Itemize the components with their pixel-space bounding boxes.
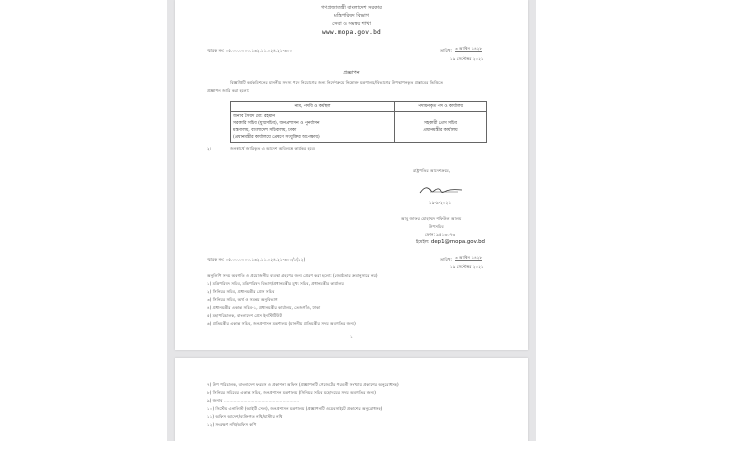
memo-number: স্মারক নং: ০৫.০০.০০০০.১৩২.১১.০২৪.২১-৩০০: [207, 48, 293, 53]
signatory-designation: উপসচিব: [429, 224, 444, 229]
signatory-phone: ফোন: ৯৫১৩০৭৩: [425, 232, 456, 237]
date-gregorian: ১৯ সেপ্টেম্বর ২০২১: [450, 56, 484, 61]
list-item: ৭) উপ পরিচালক, বাংলাদেশ ফরমস ও প্রকাশনা অফিস (প্রজ্ঞাপনটি গেজেটের পরবর্তী সংখ্যায় প্রকাশের অনুরোধসহ): [207, 382, 399, 387]
appointment-table: [230, 101, 487, 143]
gov-header-line2: মন্ত্রিপরিষদ বিভাগ: [334, 13, 369, 19]
date-gregorian-2: ১৯ সেপ্টেম্বর ২০২১: [450, 264, 484, 269]
memo-number-2: স্মারক নং: ০৫.০০.০০০০.১৩২.১১.০২৪.২১-৩০০/১(১২): [207, 257, 306, 262]
document-page-2: [175, 358, 528, 441]
ministry-website: www.mopa.gov.bd: [322, 29, 381, 36]
table-row: [231, 112, 487, 143]
name-line: (প্রধানমন্ত্রীর কার্যালয়ে প্রেষণে সংযুক্তির অপেক্ষায়): [233, 135, 320, 140]
table-cell-post: [395, 112, 487, 143]
by-order-text: রাষ্ট্রপতির আদেশক্রমে,: [413, 168, 451, 173]
para2-text: জনস্বার্থে জারিকৃত এ আদেশ অবিলম্বে কার্যকর হবে।: [230, 146, 316, 151]
table-cell-name: [231, 112, 395, 143]
date-label-2: তারিখ:: [440, 257, 453, 262]
list-item: ১২) সংরক্ষণ নথি/অফিস কপি: [207, 422, 257, 427]
list-item: [207, 398, 299, 403]
blank-line: ………………………………………………: [223, 398, 300, 403]
name-line: সরকারি সচিব (যুগ্মসচিব), জনপ্রশাসন ও পুনর্বাসন: [233, 121, 320, 126]
document-viewer[interactable]: [167, 0, 536, 441]
list-item: ১০) সিস্টেম এনালিস্ট (আইটি সেল), জনপ্রশাসন মন্ত্রণালয় (প্রজ্ঞাপনটি ওয়েবসাইটে প্রকাশের অনুরোধসহ): [207, 406, 383, 411]
date-bengali-2: ৩ আশ্বিন ১৪২৮: [455, 255, 483, 260]
list-item: ৫) মহাপরিচালক, বাংলাদেশ প্রেস ইনস্টিটিউট: [207, 313, 282, 318]
list-item: ৮) সিনিয়র সচিবের একান্ত সচিব, জনপ্রশাসন মন্ত্রণালয় (সিনিয়র সচিব মহোদয়ের সদয় অবগতির জন্য): [207, 390, 376, 395]
list-item: ৪) প্রধানমন্ত্রীর একান্ত সচিব-১, প্রধানমন্ত্রীর কার্যালয়, তেজগাঁও, ঢাকা: [207, 305, 321, 310]
date-bengali: ৩ আশ্বিন ১৪২৮: [455, 46, 483, 51]
page-number: ১: [350, 334, 353, 339]
date-label: তারিখ:: [440, 48, 453, 53]
list-item-label: ৯) জনাব: [207, 398, 223, 403]
table-header-post: পদায়নকৃত পদ ও কার্যালয়: [395, 102, 487, 112]
name-line: জনাব সৈয়দ মো: রহমান: [233, 114, 276, 119]
signatory-email[interactable]: ইমেইল: dep1@mopa.gov.bd: [416, 239, 485, 245]
list-item: ৩) সিনিয়র সচিব, অর্থ ও সমন্বয় অনুবিভাগ: [207, 297, 278, 302]
signature-date: ১৯-৯-২০২১: [429, 200, 452, 205]
document-page-1: [175, 0, 528, 350]
email-link[interactable]: dep1@mopa.gov.bd: [430, 239, 485, 245]
list-item: ১১) অফিস আদেশ/ব্যক্তিগত নথি/মাস্টার নথি: [207, 414, 283, 419]
table-header-name: নাম, পদবি ও কর্মস্থল: [231, 102, 395, 112]
para2-number: ২।: [207, 146, 212, 151]
signatory-name: আবু জাফর মোহাম্মদ শফিউল আলম: [401, 216, 462, 221]
list-item: ২) সিনিয়র সচিব, প্রধানমন্ত্রীর প্রেস সচিব: [207, 289, 275, 294]
post-line: সহকারী প্রেস সচিব: [424, 121, 457, 126]
gov-header-line1: গণপ্রজাতন্ত্রী বাংলাদেশ সরকার: [321, 5, 382, 11]
list-item: ১) মন্ত্রিপরিষদ সচিব, মন্ত্রিপরিষদ বিভাগ/প্রধানমন্ত্রীর মুখ্য সচিব, প্রধানমন্ত্রীর কার্যালয়: [207, 281, 344, 286]
post-line: প্রধানমন্ত্রীর কার্যালয়: [423, 128, 458, 133]
copy-header: অনুলিপি সদয় অবগতি ও প্রয়োজনীয় ব্যবস্থা গ্রহণের জন্য প্রেরণ করা হলো: (জ্যেষ্ঠতার ক্রমানুসারে নয়): [207, 273, 378, 278]
notice-para1-line2: প্রজ্ঞাপন জারি করা হলো:: [207, 88, 250, 93]
signature-image: [418, 183, 464, 197]
list-item: ৬) প্রতিমন্ত্রীর একান্ত সচিব, জনপ্রশাসন মন্ত্রণালয় (মাননীয় প্রতিমন্ত্রীর সদয় অবগতির জন্য): [207, 321, 356, 326]
notice-para1-line1: বিজ্ঞপ্তিটি কর্মকমিশনের মাননীয় সদস্য পদে নিয়োগের জন্য নির্দেশক্রমে নিম্নোক্ত মন্ত্রণালয়/বিভাগের উপস্থাপনকৃত প্রস্তাবের ভিত্তিতে: [230, 80, 444, 85]
name-line: মন্ত্রণালয়, বাংলাদেশ সচিবালয়, ঢাকা: [233, 128, 297, 133]
notice-title: প্রজ্ঞাপন: [343, 70, 360, 76]
gov-header-line3: সেবা ও সমন্বয় শাখা: [332, 21, 371, 27]
